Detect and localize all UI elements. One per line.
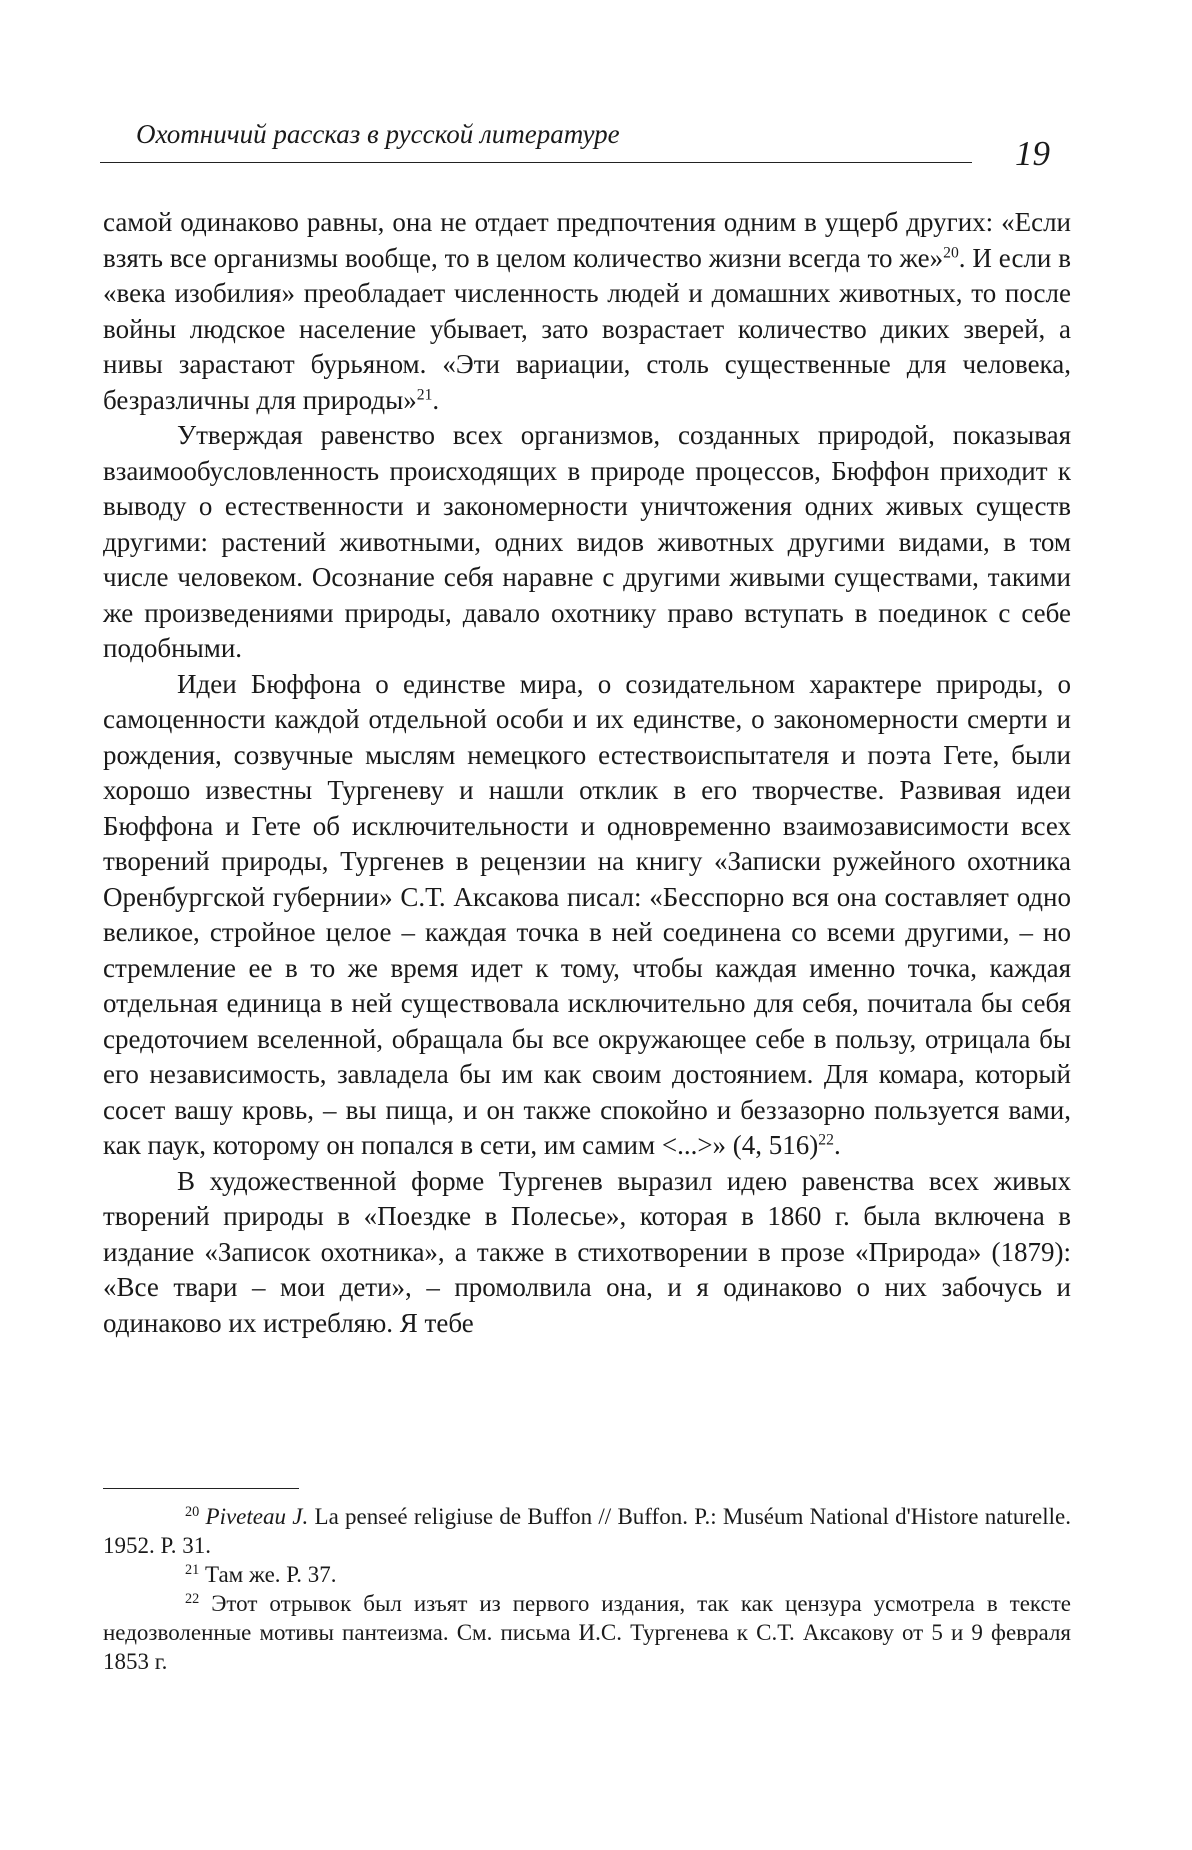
footnote-20 [103,1502,1071,1560]
text-segment: самой одинаково равны, она не отдает предпочтения одним в ущерб других: «Если взять все организмы вообще, то в целом количество жизни всегда то же» [103,207,1071,273]
footnote-ref-22[interactable]: 22 [818,1131,834,1149]
text-segment: Утверждая равенство всех организмов, созданных природой, показывая взаимообусловленность происходящих в природе процессов, Бюффон приходит к выводу о естественности и закономерности уничтожения одних живых существ другими: растений животными, одних видов животных другими видами, в том числе человеком. Осознание себя наравне с другими живыми существами, такими же произведениями природы, давало охотнику право вступать в поединок с себе подобными. [103,420,1071,663]
footnote-separator [103,1488,299,1489]
text-segment: . [833,1130,841,1160]
footnote-22 [103,1589,1071,1676]
running-title: Охотничий рассказ в русской литературе [136,119,620,149]
header-rule [100,162,972,163]
footnote-21 [103,1560,1071,1589]
paragraph-2 [103,418,1071,667]
page-number: 19 [1015,134,1050,173]
footnote-author: Piveteau J. [205,1504,309,1529]
footnotes [103,1502,1071,1676]
paragraph-4 [103,1164,1071,1342]
footnote-ref-20[interactable]: 20 [943,243,959,261]
running-header [100,118,972,150]
footnote-number: 21 [185,1562,200,1579]
paragraph-1 [103,205,1071,418]
text-segment: . [432,384,440,415]
paragraph-3 [103,667,1071,1164]
text-segment: В художественной форме Тургенев выразил идею равенства всех живых творений природы в «Поездке в Полесье», которая в 1860 г. была включена в издание «Записок охотника», а также в стихотворении в прозе «Природа» (1879): «Все твари – мои дети», – промолвила она, и я одинаково о них забочусь и одинаково их истребляю. Я тебе [103,1165,1071,1338]
body-text [103,205,1071,1341]
footnote-number: 22 [185,1591,200,1608]
text-segment: Идеи Бюффона о единстве мира, о созидательном характере природы, о самоценности каждой отдельной особи и их единстве, о закономерности смерти и рождения, созвучные мыслям немецкого естествоиспытателя и поэта Гете, были хорошо известны Тургеневу и нашли отклик в его творчестве. Развивая идеи Бюффона и Гете об исключительности и одновременно взаимозависимости всех творений природы, Тургенев в рецензии на книгу «Записки ружейного охотника Оренбургской губернии» С.Т. Аксакова писал: «Бесспорно вся она составляет одно великое, стройное целое – каждая точка в ней соединена со всеми другими, – но стремление ее в то же время идет к тому, чтобы каждая именно точка, каждая отдельная единица в ней существовала исключительно для себя, почитала бы себя средоточием вселенной, обращала бы все окружающее себе в пользу, отрицала бы его независимость, завладела бы им как своим достоянием. Для комара, который сосет вашу кровь, – вы пища, и он также спокойно и беззазорно пользуется вами, как паук, которому он попался в сети, им самим <...>» (4, 516) [103,668,1071,1160]
footnote-text: Там же. Р. 37. [205,1562,337,1587]
footnote-number: 20 [185,1504,200,1521]
footnote-ref-21[interactable]: 21 [416,385,433,403]
footnote-text: Этот отрывок был изъят из первого издания, так как цензура усмотрела в тексте недозволенные мотивы пантеизма. См. письма И.С. Тургенева к С.Т. Аксакову от 5 и 9 февраля 1853 г. [103,1591,1071,1674]
footnote-text: La penseé religiuse de Buffon // Buffon. P.: Muséum National d'Histore naturelle. 1952. P. 31. [103,1504,1071,1558]
text-segment: . И если в «века изобилия» преобладает численность людей и домашних животных, то после войны людское население убывает, зато возрастает количество диких зверей, а нивы зарастают бурьяном. «Эти вариации, столь существенные для человека, безразличны для природы» [103,242,1071,415]
